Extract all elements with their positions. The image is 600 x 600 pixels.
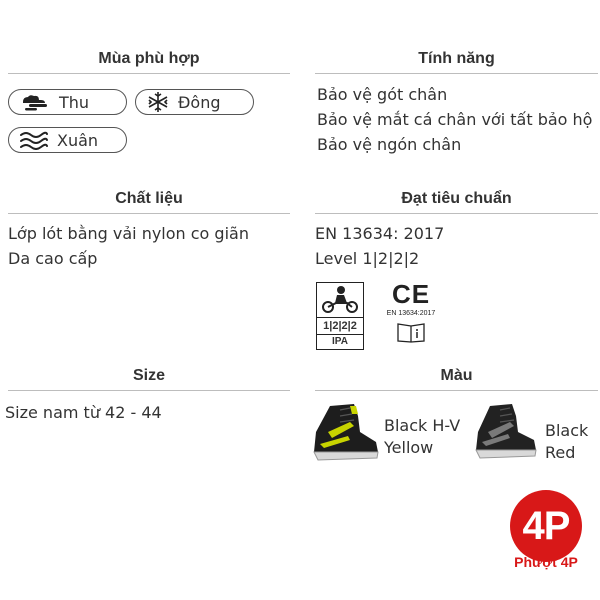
color-name-line1: Black H-V (384, 416, 461, 435)
size-section (8, 367, 290, 391)
material-item: Lớp lót bằng vải nylon co giãn (8, 224, 249, 243)
badge-levels: 1|2|2|2 (317, 317, 363, 334)
features-heading: Tính năng (315, 50, 598, 74)
manual-info-icon (396, 321, 426, 343)
ce-standard-text: EN 13634:2017 (386, 310, 436, 317)
color-label (384, 415, 460, 459)
material-section (8, 190, 290, 271)
cloud-wind-icon (19, 93, 51, 111)
moto-certification-badge (316, 282, 364, 350)
feature-item: Bảo vệ gót chân (317, 85, 448, 104)
shoe-image-black-yellow[interactable] (310, 402, 380, 464)
features-section (315, 50, 598, 157)
snowflake-icon (146, 91, 170, 113)
ce-certification (376, 280, 446, 352)
ce-mark: CE (391, 279, 431, 309)
material-item: Da cao cấp (8, 249, 98, 268)
season-pill-xuan (8, 127, 127, 153)
size-heading: Size (8, 367, 290, 391)
motorcycle-rider-icon (317, 283, 362, 317)
standard-heading: Đạt tiêu chuẩn (315, 190, 598, 214)
brand-logo (510, 490, 582, 562)
season-pill-dong (135, 89, 254, 115)
season-section (8, 50, 290, 74)
standard-item: Level 1|2|2|2 (315, 249, 420, 268)
feature-item: Bảo vệ mắt cá chân với tất bảo hộ (317, 110, 593, 129)
size-text: Size nam từ 42 - 44 (5, 403, 162, 422)
wind-waves-icon (19, 130, 49, 150)
shoe-image-black-red[interactable] (472, 402, 538, 462)
color-heading: Màu (315, 367, 598, 391)
brand-name: Phượt 4P (514, 554, 578, 570)
color-label (545, 420, 588, 464)
color-section (315, 367, 598, 391)
standard-item: EN 13634: 2017 (315, 224, 445, 243)
season-heading: Mùa phù hợp (8, 50, 290, 74)
color-name-line1: Black (545, 421, 589, 440)
color-name-line2: Red (545, 443, 576, 462)
badge-code: IPA (317, 334, 363, 348)
color-name-line2: Yellow (384, 438, 434, 457)
feature-item: Bảo vệ ngón chân (317, 135, 462, 154)
season-label: Xuân (57, 130, 99, 150)
season-label: Đông (178, 92, 221, 112)
standard-section (315, 190, 598, 271)
logo-mark: 4P (522, 503, 570, 548)
material-heading: Chất liệu (8, 190, 290, 214)
season-label: Thu (59, 92, 90, 112)
season-pill-thu (8, 89, 127, 115)
